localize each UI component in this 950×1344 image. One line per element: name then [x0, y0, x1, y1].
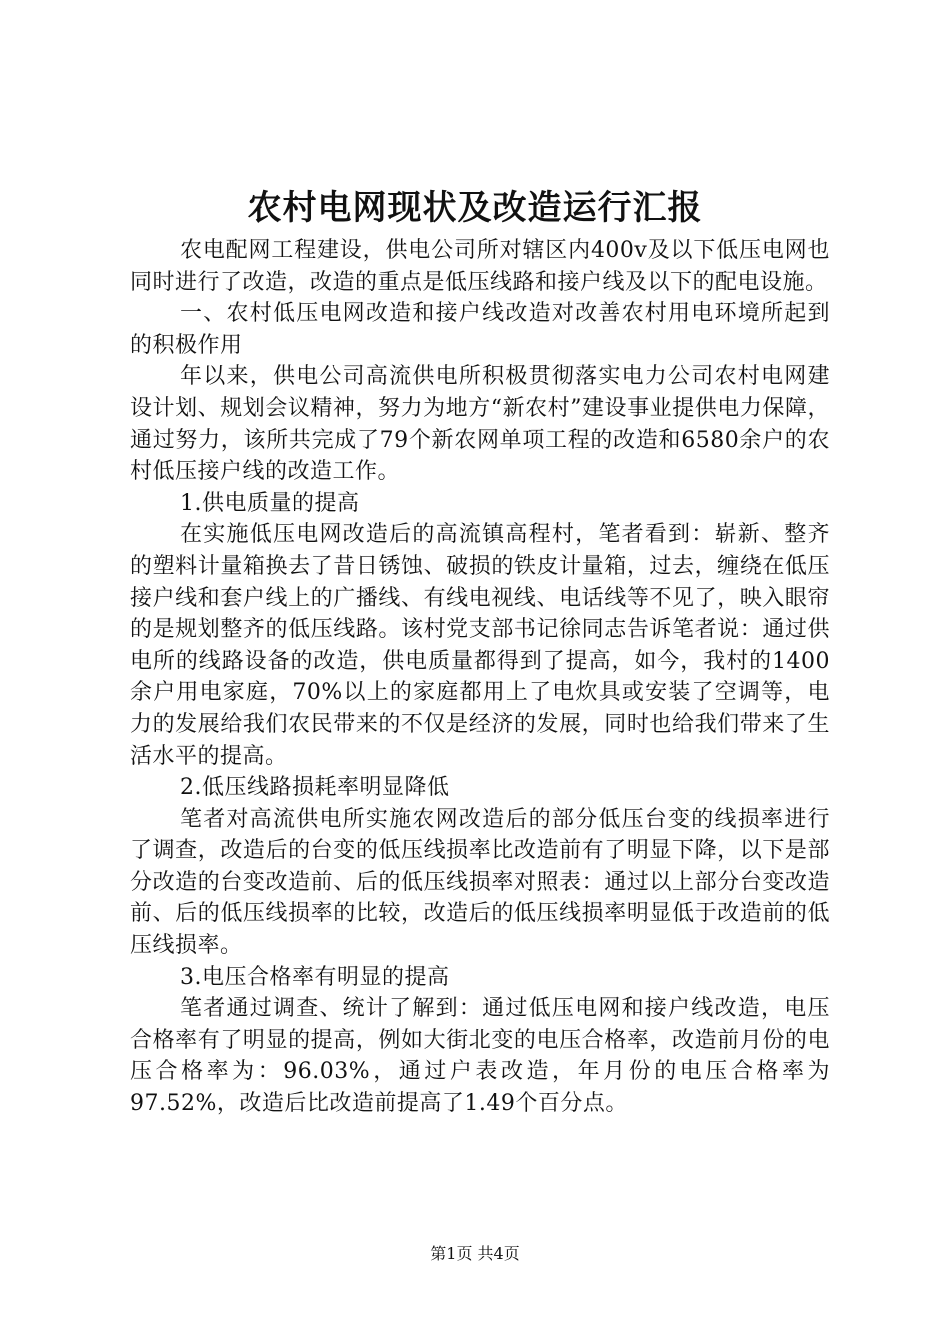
subheading-2: 2.低压线路损耗率明显降低	[180, 775, 450, 801]
subheading-3: 3.电压合格率有明显的提高	[180, 964, 450, 990]
document-body	[130, 235, 830, 1120]
subheading-1: 1.供电质量的提高	[180, 490, 360, 516]
paragraph-line-loss: 笔者对高流供电所实施农网改造后的部分低压台变的线损率进行了调查，改造后的台变的低压线损率比改造前有了明显下降，以下是部分改造的台变改造前、后的低压线损率对照表：通过以上部分台变改造前、后的低压线损率的比较，改造后的低压线损率明显低于改造前的低压线损率。	[130, 806, 830, 959]
document-title: 农村电网现状及改造运行汇报	[247, 188, 703, 228]
paragraph-overview: 年以来，供电公司高流供电所积极贯彻落实电力公司农村电网建设计划、规划会议精神，努力为地方“新农村”建设事业提供电力保障，通过努力，该所共完成了79个新农网单项工程的改造和6580余户的农村低压接户线的改造工作。	[130, 364, 830, 485]
paragraph-intro: 农电配网工程建设，供电公司所对辖区内400v及以下低压电网也同时进行了改造，改造的重点是低压线路和接户线及以下的配电设施。	[130, 238, 830, 295]
paragraph-supply-quality: 在实施低压电网改造后的高流镇高程村，笔者看到：崭新、整齐的塑料计量箱换去了昔日锈蚀、破损的铁皮计量箱，过去，缠绕在低压接户线和套户线上的广播线、有线电视线、电话线等不见了，映入眼帘的是规划整齐的低压线路。该村党支部书记徐同志告诉笔者说：通过供电所的线路设备的改造，供电质量都得到了提高，如今，我村的1400余户用电家庭，70%以上的家庭都用上了电炊具或安装了空调等，电力的发展给我们农民带来的不仅是经济的发展，同时也给我们带来了生活水平的提高。	[130, 522, 830, 769]
paragraph-voltage: 笔者通过调查、统计了解到：通过低压电网和接户线改造，电压合格率有了明显的提高，例如大街北变的电压合格率，改造前月份的电压合格率为：96.03%，通过户表改造，年月份的电压合格率为97.52%，改造后比改造前提高了1.49个百分点。	[130, 996, 830, 1117]
section-heading-1: 一、农村低压电网改造和接户线改造对改善农村用电环境所起到的积极作用	[130, 301, 830, 358]
page-footer: 第1页 共4页	[430, 1244, 520, 1263]
